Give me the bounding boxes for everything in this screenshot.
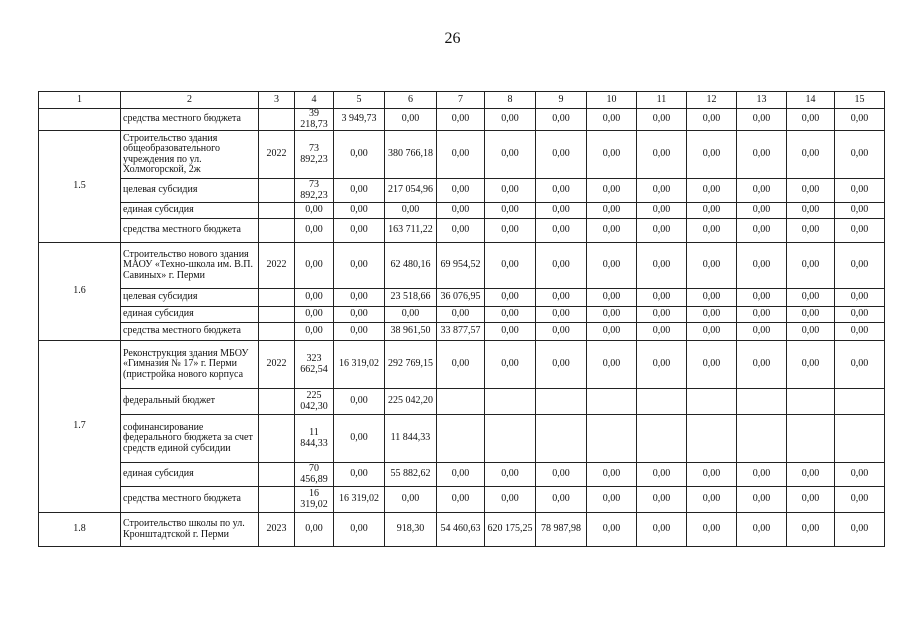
table-row <box>39 341 885 389</box>
item-name-cell: целевая субсидия <box>121 289 259 307</box>
value-cell <box>787 415 835 463</box>
value-cell: 0,00 <box>787 513 835 547</box>
item-number-cell <box>39 109 121 131</box>
value-cell: 0,00 <box>485 307 536 323</box>
value-cell: 0,00 <box>737 323 787 341</box>
value-cell: 0,00 <box>835 463 885 487</box>
value-cell: 0,00 <box>587 179 637 203</box>
value-cell: 0,00 <box>787 203 835 219</box>
value-cell: 0,00 <box>637 513 687 547</box>
year-cell <box>259 487 295 513</box>
value-cell: 918,30 <box>385 513 437 547</box>
year-cell <box>259 307 295 323</box>
value-cell <box>536 415 587 463</box>
header-cell: 7 <box>437 92 485 109</box>
table-row <box>39 323 885 341</box>
value-cell: 0,00 <box>737 243 787 289</box>
value-cell: 0,00 <box>637 109 687 131</box>
value-cell: 0,00 <box>295 289 334 307</box>
page-number: 26 <box>444 30 461 47</box>
value-cell: 0,00 <box>437 487 485 513</box>
value-cell: 0,00 <box>637 243 687 289</box>
value-cell: 0,00 <box>334 219 385 243</box>
value-cell: 620 175,25 <box>485 513 536 547</box>
value-cell: 0,00 <box>536 109 587 131</box>
value-cell: 380 766,18 <box>385 131 437 179</box>
value-cell: 0,00 <box>787 307 835 323</box>
value-cell: 0,00 <box>587 341 637 389</box>
year-cell <box>259 289 295 307</box>
value-cell: 16 319,02 <box>295 487 334 513</box>
value-cell: 225 042,20 <box>385 389 437 415</box>
value-cell: 0,00 <box>737 341 787 389</box>
value-cell: 0,00 <box>687 289 737 307</box>
value-cell: 0,00 <box>737 513 787 547</box>
value-cell: 0,00 <box>485 323 536 341</box>
value-cell: 0,00 <box>485 131 536 179</box>
value-cell <box>437 415 485 463</box>
value-cell: 11 844,33 <box>385 415 437 463</box>
item-number-cell: 1.8 <box>39 513 121 547</box>
value-cell: 0,00 <box>835 513 885 547</box>
value-cell: 0,00 <box>787 323 835 341</box>
header-cell: 12 <box>687 92 737 109</box>
value-cell: 225 042,30 <box>295 389 334 415</box>
table-row <box>39 289 885 307</box>
value-cell: 0,00 <box>787 131 835 179</box>
value-cell: 0,00 <box>485 179 536 203</box>
value-cell: 0,00 <box>334 415 385 463</box>
value-cell: 0,00 <box>737 179 787 203</box>
header-cell: 15 <box>835 92 885 109</box>
value-cell: 292 769,15 <box>385 341 437 389</box>
value-cell: 0,00 <box>835 243 885 289</box>
value-cell: 0,00 <box>687 203 737 219</box>
value-cell: 62 480,16 <box>385 243 437 289</box>
value-cell <box>437 389 485 415</box>
value-cell: 0,00 <box>587 323 637 341</box>
header-row <box>39 92 885 109</box>
value-cell: 0,00 <box>737 109 787 131</box>
value-cell: 0,00 <box>835 109 885 131</box>
value-cell: 0,00 <box>334 289 385 307</box>
value-cell: 0,00 <box>536 341 587 389</box>
value-cell: 0,00 <box>637 341 687 389</box>
value-cell: 0,00 <box>334 203 385 219</box>
value-cell: 163 711,22 <box>385 219 437 243</box>
value-cell: 0,00 <box>587 513 637 547</box>
value-cell <box>587 415 637 463</box>
header-cell: 1 <box>39 92 121 109</box>
value-cell: 0,00 <box>637 487 687 513</box>
table-row <box>39 131 885 179</box>
value-cell: 0,00 <box>737 203 787 219</box>
header-cell: 4 <box>295 92 334 109</box>
item-name-cell: единая субсидия <box>121 463 259 487</box>
value-cell <box>687 415 737 463</box>
value-cell: 0,00 <box>485 203 536 219</box>
table-row <box>39 203 885 219</box>
value-cell: 0,00 <box>835 323 885 341</box>
value-cell: 0,00 <box>295 307 334 323</box>
value-cell: 0,00 <box>334 131 385 179</box>
value-cell: 0,00 <box>587 487 637 513</box>
value-cell: 0,00 <box>787 463 835 487</box>
value-cell: 0,00 <box>536 289 587 307</box>
value-cell: 0,00 <box>687 513 737 547</box>
value-cell: 16 319,02 <box>334 487 385 513</box>
year-cell: 2022 <box>259 243 295 289</box>
value-cell: 0,00 <box>587 289 637 307</box>
table-row <box>39 415 885 463</box>
year-cell <box>259 389 295 415</box>
value-cell: 16 319,02 <box>334 341 385 389</box>
item-name-cell: федеральный бюджет <box>121 389 259 415</box>
value-cell: 0,00 <box>385 203 437 219</box>
value-cell: 0,00 <box>637 179 687 203</box>
value-cell: 0,00 <box>687 323 737 341</box>
value-cell: 55 882,62 <box>385 463 437 487</box>
table-row <box>39 487 885 513</box>
value-cell: 70 456,89 <box>295 463 334 487</box>
value-cell <box>835 415 885 463</box>
header-cell: 6 <box>385 92 437 109</box>
value-cell: 0,00 <box>787 289 835 307</box>
value-cell: 0,00 <box>485 487 536 513</box>
table-row <box>39 513 885 547</box>
header-cell: 13 <box>737 92 787 109</box>
year-cell <box>259 323 295 341</box>
value-cell: 0,00 <box>536 203 587 219</box>
value-cell: 39 218,73 <box>295 109 334 131</box>
item-name-cell: Строительство здания общеобразовательного учреждения по ул. Холмогорской, 2ж <box>121 131 259 179</box>
value-cell: 0,00 <box>737 219 787 243</box>
value-cell: 0,00 <box>536 463 587 487</box>
value-cell <box>536 389 587 415</box>
value-cell: 11 844,33 <box>295 415 334 463</box>
value-cell: 0,00 <box>737 131 787 179</box>
value-cell <box>737 415 787 463</box>
value-cell: 0,00 <box>295 219 334 243</box>
item-name-cell: целевая субсидия <box>121 179 259 203</box>
header-cell: 2 <box>121 92 259 109</box>
header-cell: 14 <box>787 92 835 109</box>
year-cell: 2022 <box>259 131 295 179</box>
value-cell: 78 987,98 <box>536 513 587 547</box>
value-cell: 0,00 <box>536 487 587 513</box>
value-cell: 0,00 <box>637 203 687 219</box>
table-row <box>39 389 885 415</box>
item-name-cell: Строительство школы по ул. Кронштадтской г. Перми <box>121 513 259 547</box>
header-cell: 10 <box>587 92 637 109</box>
value-cell: 0,00 <box>295 243 334 289</box>
value-cell <box>687 389 737 415</box>
year-cell: 2022 <box>259 341 295 389</box>
value-cell: 0,00 <box>437 307 485 323</box>
value-cell: 0,00 <box>536 323 587 341</box>
value-cell: 0,00 <box>485 289 536 307</box>
item-name-cell: средства местного бюджета <box>121 487 259 513</box>
value-cell: 0,00 <box>485 243 536 289</box>
value-cell: 0,00 <box>587 307 637 323</box>
value-cell: 0,00 <box>835 307 885 323</box>
value-cell: 0,00 <box>637 323 687 341</box>
value-cell: 69 954,52 <box>437 243 485 289</box>
value-cell: 0,00 <box>485 341 536 389</box>
value-cell: 0,00 <box>687 463 737 487</box>
value-cell: 0,00 <box>334 307 385 323</box>
value-cell: 0,00 <box>835 179 885 203</box>
value-cell: 0,00 <box>295 513 334 547</box>
value-cell: 0,00 <box>536 307 587 323</box>
value-cell: 0,00 <box>385 307 437 323</box>
value-cell: 0,00 <box>835 203 885 219</box>
value-cell: 0,00 <box>437 341 485 389</box>
value-cell: 0,00 <box>687 131 737 179</box>
table-row <box>39 307 885 323</box>
value-cell: 323 662,54 <box>295 341 334 389</box>
value-cell: 0,00 <box>536 219 587 243</box>
value-cell: 0,00 <box>835 487 885 513</box>
value-cell: 0,00 <box>587 109 637 131</box>
value-cell: 0,00 <box>637 463 687 487</box>
table-row <box>39 179 885 203</box>
value-cell: 0,00 <box>334 389 385 415</box>
value-cell: 0,00 <box>637 131 687 179</box>
value-cell: 0,00 <box>437 179 485 203</box>
value-cell: 73 892,23 <box>295 179 334 203</box>
value-cell: 0,00 <box>637 307 687 323</box>
year-cell: 2023 <box>259 513 295 547</box>
value-cell <box>485 389 536 415</box>
table-row <box>39 463 885 487</box>
item-name-cell: Строительство нового здания МАОУ «Техно-школа им. В.П. Савиных» г. Перми <box>121 243 259 289</box>
table-row <box>39 243 885 289</box>
value-cell: 0,00 <box>334 179 385 203</box>
header-cell: 8 <box>485 92 536 109</box>
value-cell: 0,00 <box>737 289 787 307</box>
value-cell: 0,00 <box>787 109 835 131</box>
year-cell <box>259 109 295 131</box>
value-cell <box>787 389 835 415</box>
value-cell: 0,00 <box>385 109 437 131</box>
value-cell: 0,00 <box>687 341 737 389</box>
item-number-cell: 1.6 <box>39 243 121 341</box>
table-row <box>39 219 885 243</box>
value-cell: 54 460,63 <box>437 513 485 547</box>
header-cell: 5 <box>334 92 385 109</box>
value-cell <box>587 389 637 415</box>
value-cell: 0,00 <box>437 131 485 179</box>
value-cell: 0,00 <box>737 463 787 487</box>
value-cell <box>637 389 687 415</box>
value-cell: 0,00 <box>334 243 385 289</box>
value-cell <box>637 415 687 463</box>
value-cell: 0,00 <box>687 307 737 323</box>
item-name-cell: единая субсидия <box>121 203 259 219</box>
value-cell: 0,00 <box>334 513 385 547</box>
value-cell: 0,00 <box>437 203 485 219</box>
value-cell: 0,00 <box>334 463 385 487</box>
value-cell: 0,00 <box>737 307 787 323</box>
value-cell: 0,00 <box>787 243 835 289</box>
value-cell: 0,00 <box>334 323 385 341</box>
value-cell: 0,00 <box>485 109 536 131</box>
item-name-cell: средства местного бюджета <box>121 219 259 243</box>
value-cell: 0,00 <box>295 323 334 341</box>
value-cell: 0,00 <box>687 179 737 203</box>
value-cell: 0,00 <box>587 203 637 219</box>
value-cell: 0,00 <box>787 179 835 203</box>
header-cell: 3 <box>259 92 295 109</box>
value-cell: 0,00 <box>637 219 687 243</box>
header-cell: 9 <box>536 92 587 109</box>
value-cell: 0,00 <box>787 487 835 513</box>
value-cell: 0,00 <box>295 203 334 219</box>
value-cell: 0,00 <box>536 131 587 179</box>
value-cell: 0,00 <box>437 463 485 487</box>
value-cell: 0,00 <box>385 487 437 513</box>
year-cell <box>259 219 295 243</box>
budget-table <box>38 91 885 547</box>
year-cell <box>259 203 295 219</box>
value-cell: 36 076,95 <box>437 289 485 307</box>
value-cell: 73 892,23 <box>295 131 334 179</box>
value-cell: 0,00 <box>687 219 737 243</box>
table-row <box>39 109 885 131</box>
value-cell: 0,00 <box>587 131 637 179</box>
value-cell: 33 877,57 <box>437 323 485 341</box>
value-cell: 0,00 <box>737 487 787 513</box>
item-name-cell: средства местного бюджета <box>121 323 259 341</box>
value-cell: 0,00 <box>485 463 536 487</box>
value-cell: 38 961,50 <box>385 323 437 341</box>
value-cell: 0,00 <box>536 179 587 203</box>
value-cell: 0,00 <box>437 219 485 243</box>
value-cell <box>835 389 885 415</box>
value-cell: 0,00 <box>787 341 835 389</box>
item-number-cell: 1.7 <box>39 341 121 513</box>
value-cell: 0,00 <box>835 341 885 389</box>
value-cell <box>737 389 787 415</box>
value-cell: 0,00 <box>485 219 536 243</box>
item-name-cell: единая субсидия <box>121 307 259 323</box>
item-name-cell: Реконструкция здания МБОУ «Гимназия № 17» г. Перми (пристройка нового корпуса <box>121 341 259 389</box>
value-cell: 0,00 <box>835 219 885 243</box>
value-cell: 0,00 <box>835 289 885 307</box>
value-cell: 0,00 <box>637 289 687 307</box>
value-cell <box>485 415 536 463</box>
value-cell: 0,00 <box>587 463 637 487</box>
value-cell: 0,00 <box>687 487 737 513</box>
year-cell <box>259 179 295 203</box>
value-cell: 217 054,96 <box>385 179 437 203</box>
value-cell: 0,00 <box>787 219 835 243</box>
value-cell: 0,00 <box>835 131 885 179</box>
value-cell: 0,00 <box>687 243 737 289</box>
value-cell: 0,00 <box>587 243 637 289</box>
year-cell <box>259 463 295 487</box>
item-number-cell: 1.5 <box>39 131 121 243</box>
item-name-cell: софинансирование федерального бюджета за счет средств единой субсидии <box>121 415 259 463</box>
value-cell: 0,00 <box>437 109 485 131</box>
item-name-cell: средства местного бюджета <box>121 109 259 131</box>
value-cell: 0,00 <box>587 219 637 243</box>
year-cell <box>259 415 295 463</box>
value-cell: 0,00 <box>687 109 737 131</box>
value-cell: 0,00 <box>536 243 587 289</box>
header-cell: 11 <box>637 92 687 109</box>
value-cell: 23 518,66 <box>385 289 437 307</box>
value-cell: 3 949,73 <box>334 109 385 131</box>
